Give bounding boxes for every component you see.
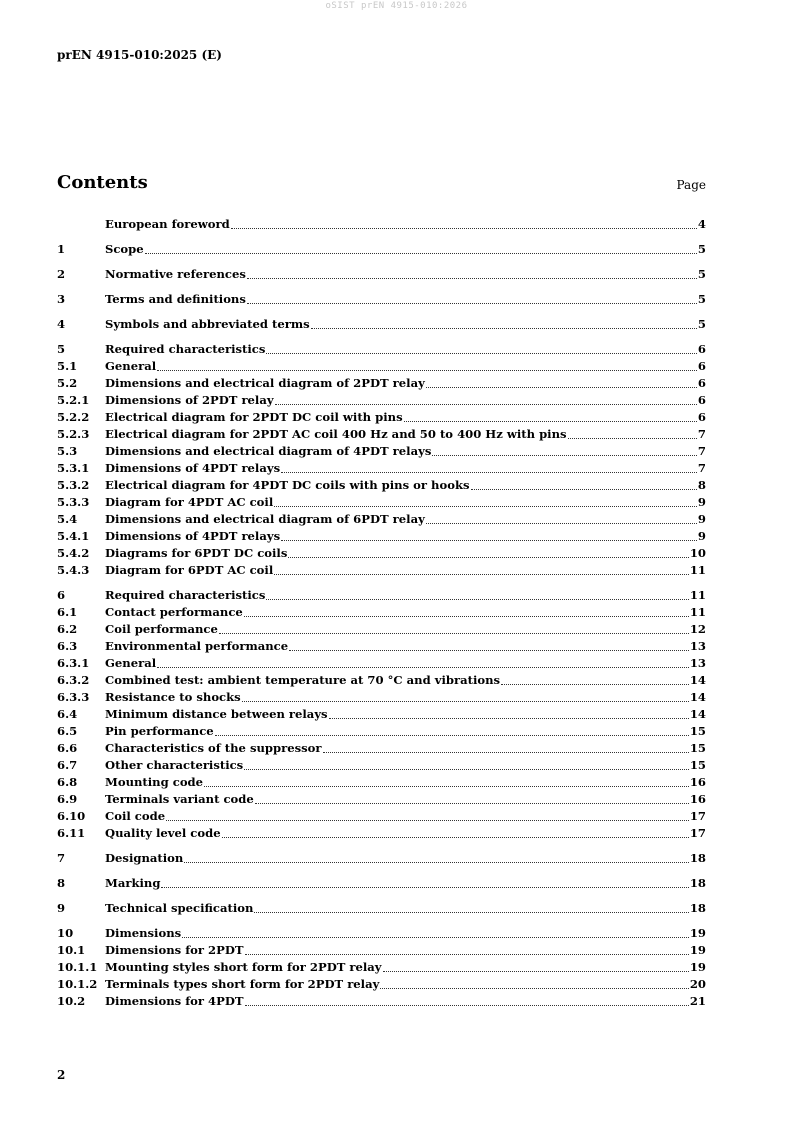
toc-entry-page: 21: [689, 994, 706, 1008]
toc-entry-title: Normative references: [105, 267, 246, 281]
toc-entry[interactable]: [57, 494, 706, 511]
toc-entry[interactable]: [57, 316, 706, 333]
toc-leader-dots: [157, 358, 697, 371]
toc-entry-number: 5.4.1: [57, 529, 90, 543]
toc-entry-title: Dimensions and electrical diagram of 4PDT relays: [105, 444, 432, 458]
toc-entry-title: Quality level code: [105, 826, 221, 840]
toc-entry-number: 5.3.3: [57, 495, 90, 509]
toc-entry-page: 5: [697, 317, 706, 331]
toc-entry-number: 5.3.1: [57, 461, 90, 475]
toc-entry-number: 5.4.3: [57, 563, 90, 577]
toc-entry-number: 6.3.1: [57, 656, 90, 670]
toc-leader-dots: [281, 528, 697, 541]
toc-leader-dots: [426, 375, 697, 388]
toc-entry-title: Minimum distance between relays: [105, 707, 328, 721]
toc-entry-number: 5.2: [57, 376, 78, 390]
toc-entry-page: 19: [689, 943, 706, 957]
toc-entry-title: Dimensions for 4PDT: [105, 994, 244, 1008]
toc-entry-number: 6.3.3: [57, 690, 90, 704]
toc-entry-title: Technical specification: [105, 901, 254, 915]
toc-entry[interactable]: [57, 993, 706, 1010]
toc-entry-page: 11: [689, 563, 706, 577]
toc-entry[interactable]: [57, 655, 706, 672]
toc-entry-page: 7: [697, 427, 706, 441]
watermark: oSIST prEN 4915-010:2026: [325, 1, 468, 11]
toc-entry-number: 8: [57, 876, 66, 890]
toc-leader-dots: [289, 638, 689, 651]
toc-entry-number: 5.2.1: [57, 393, 90, 407]
toc-entry-title: Designation: [105, 851, 184, 865]
toc-entry[interactable]: [57, 216, 706, 233]
toc-entry-number: 6.9: [57, 792, 78, 806]
toc-entry-title: Diagram for 4PDT AC coil: [105, 495, 274, 509]
contents-heading: Contents: [57, 172, 148, 193]
toc-leader-dots: [244, 757, 689, 770]
toc-entry-page: 5: [697, 267, 706, 281]
toc-entry-page: 6: [697, 359, 706, 373]
toc-entry-page: 14: [689, 690, 706, 704]
toc-entry-title: Dimensions of 4PDT relays: [105, 461, 281, 475]
toc-entry-number: 6.2: [57, 622, 78, 636]
toc-entry-number: 3: [57, 292, 66, 306]
toc-entry-page: 11: [689, 605, 706, 619]
toc-entry-title: Scope: [105, 242, 144, 256]
toc-entry-title: Contact performance: [105, 605, 243, 619]
toc-entry[interactable]: [57, 511, 706, 528]
toc-entry-page: 7: [697, 461, 706, 475]
toc-entry-page: 16: [689, 792, 706, 806]
toc-leader-dots: [568, 426, 697, 439]
toc-entry-number: 1: [57, 242, 66, 256]
toc-leader-dots: [255, 791, 689, 804]
toc-entry-number: 10: [57, 926, 74, 940]
toc-entry-title: Electrical diagram for 2PDT AC coil 400 Hz and 50 to 400 Hz with pins: [105, 427, 567, 441]
toc-entry-number: 7: [57, 851, 66, 865]
toc-entry-number: 2: [57, 267, 66, 281]
toc-entry-page: 6: [697, 376, 706, 390]
toc-entry-page: 20: [689, 977, 706, 991]
toc-entry-title: General: [105, 656, 157, 670]
toc-leader-dots: [426, 511, 697, 524]
toc-entry-title: Required characteristics: [105, 342, 266, 356]
toc-entry-title: Dimensions and electrical diagram of 2PDT relay: [105, 376, 425, 390]
toc-entry-number: 10.1.1: [57, 960, 98, 974]
toc-entry-title: Marking: [105, 876, 161, 890]
toc-entry-page: 15: [689, 741, 706, 755]
toc-entry-number: 6.5: [57, 724, 78, 738]
toc-leader-dots: [311, 316, 697, 329]
toc-entry-page: 6: [697, 342, 706, 356]
toc-entry-title: Terms and definitions: [105, 292, 246, 306]
toc-entry[interactable]: [57, 426, 706, 443]
toc-entry-number: 10.1: [57, 943, 86, 957]
toc-entry-title: Electrical diagram for 4PDT DC coils with pins or hooks: [105, 478, 470, 492]
toc-entry[interactable]: [57, 808, 706, 825]
toc-leader-dots: [471, 477, 697, 490]
toc-leader-dots: [275, 392, 697, 405]
toc-entry-title: Required characteristics: [105, 588, 266, 602]
toc-entry-number: 6.8: [57, 775, 78, 789]
toc-leader-dots: [274, 562, 689, 575]
toc-entry-title: Mounting code: [105, 775, 204, 789]
toc-leader-dots: [329, 706, 689, 719]
document-id: prEN 4915-010:2025 (E): [57, 48, 222, 62]
toc-entry-page: 16: [689, 775, 706, 789]
toc-entry[interactable]: [57, 723, 706, 740]
toc-entry[interactable]: [57, 443, 706, 460]
toc-entry-number: 6.6: [57, 741, 78, 755]
toc-entry-number: 6.1: [57, 605, 78, 619]
toc-entry-page: 8: [697, 478, 706, 492]
toc-entry[interactable]: [57, 341, 706, 358]
toc-entry-number: 6.4: [57, 707, 78, 721]
toc-entry-number: 5.1: [57, 359, 78, 373]
page-column-label: Page: [676, 178, 706, 192]
toc-entry-title: Mounting styles short form for 2PDT relay: [105, 960, 382, 974]
toc-entry-number: 6.3: [57, 639, 78, 653]
toc-entry-title: Diagrams for 6PDT DC coils: [105, 546, 288, 560]
toc-entry[interactable]: [57, 545, 706, 562]
toc-entry-number: 10.2: [57, 994, 86, 1008]
toc-entry-page: 9: [697, 495, 706, 509]
toc-leader-dots: [245, 993, 689, 1006]
toc-entry[interactable]: [57, 638, 706, 655]
toc-entry[interactable]: [57, 587, 706, 604]
toc-leader-dots: [281, 460, 697, 473]
toc-entry-page: 5: [697, 242, 706, 256]
toc-entry-page: 4: [697, 217, 706, 231]
toc-entry[interactable]: [57, 900, 706, 917]
toc-leader-dots: [404, 409, 697, 422]
toc-leader-dots: [204, 774, 689, 787]
toc-entry-number: 6.10: [57, 809, 86, 823]
toc-entry-page: 13: [689, 639, 706, 653]
toc-entry-page: 18: [689, 851, 706, 865]
toc-entry-page: 6: [697, 410, 706, 424]
toc-entry-page: 5: [697, 292, 706, 306]
toc-entry[interactable]: [57, 942, 706, 959]
toc-leader-dots: [242, 689, 689, 702]
toc-entry[interactable]: [57, 604, 706, 621]
toc-leader-dots: [219, 621, 689, 634]
toc-entry[interactable]: [57, 740, 706, 757]
toc-entry-title: Resistance to shocks: [105, 690, 241, 704]
toc-leader-dots: [244, 604, 689, 617]
toc-leader-dots: [231, 216, 697, 229]
toc-entry-page: 13: [689, 656, 706, 670]
toc-entry-number: 10.1.2: [57, 977, 98, 991]
toc-leader-dots: [215, 723, 689, 736]
toc-leader-dots: [323, 740, 689, 753]
toc-entry[interactable]: [57, 392, 706, 409]
toc-leader-dots: [254, 900, 688, 913]
toc-entry-number: 5.2.2: [57, 410, 90, 424]
toc-entry-title: Terminals types short form for 2PDT relay: [105, 977, 380, 991]
toc-entry-title: Dimensions and electrical diagram of 6PDT relay: [105, 512, 425, 526]
toc-entry-page: 10: [689, 546, 706, 560]
toc-entry-page: 14: [689, 673, 706, 687]
toc-entry-title: Dimensions of 2PDT relay: [105, 393, 274, 407]
toc-entry-number: 9: [57, 901, 66, 915]
toc-entry[interactable]: [57, 528, 706, 545]
toc-entry-title: Coil code: [105, 809, 166, 823]
toc-entry-title: Dimensions of 4PDT relays: [105, 529, 281, 543]
toc-entry[interactable]: [57, 672, 706, 689]
toc-entry-page: 15: [689, 724, 706, 738]
toc-entry[interactable]: [57, 375, 706, 392]
toc-entry-page: 17: [689, 809, 706, 823]
toc-leader-dots: [432, 443, 697, 456]
toc-leader-dots: [157, 655, 689, 668]
toc-entry-page: 19: [689, 960, 706, 974]
toc-entry-page: 12: [689, 622, 706, 636]
toc-entry[interactable]: [57, 774, 706, 791]
toc-entry-page: 6: [697, 393, 706, 407]
toc-entry[interactable]: [57, 976, 706, 993]
toc-entry-title: Symbols and abbreviated terms: [105, 317, 310, 331]
toc-entry-number: 6.7: [57, 758, 78, 772]
toc-entry-page: 7: [697, 444, 706, 458]
toc-leader-dots: [145, 241, 697, 254]
toc-leader-dots: [383, 959, 689, 972]
toc-leader-dots: [266, 587, 688, 600]
toc-leader-dots: [501, 672, 689, 685]
toc-entry[interactable]: [57, 825, 706, 842]
toc-leader-dots: [245, 942, 689, 955]
toc-entry[interactable]: [57, 477, 706, 494]
toc-entry-number: 6: [57, 588, 66, 602]
toc-leader-dots: [247, 291, 697, 304]
toc-entry-number: 5.4: [57, 512, 78, 526]
toc-entry-title: Combined test: ambient temperature at 70 °C and vibrations: [105, 673, 501, 687]
toc-leader-dots: [380, 976, 689, 989]
toc-leader-dots: [184, 850, 689, 863]
toc-entry-page: 9: [697, 529, 706, 543]
toc-entry[interactable]: [57, 850, 706, 867]
toc-entry-title: Electrical diagram for 2PDT DC coil with pins: [105, 410, 403, 424]
toc-entry-title: European foreword: [105, 217, 230, 231]
toc-entry-title: Other characteristics: [105, 758, 244, 772]
toc-entry-page: 18: [689, 901, 706, 915]
table-of-contents: [57, 216, 706, 1010]
toc-entry[interactable]: [57, 358, 706, 375]
toc-entry[interactable]: [57, 875, 706, 892]
toc-entry[interactable]: [57, 460, 706, 477]
toc-leader-dots: [288, 545, 689, 558]
toc-leader-dots: [222, 825, 689, 838]
toc-entry-number: 5.2.3: [57, 427, 90, 441]
toc-entry-title: Diagram for 6PDT AC coil: [105, 563, 274, 577]
toc-entry[interactable]: [57, 757, 706, 774]
toc-entry-title: Coil performance: [105, 622, 218, 636]
toc-leader-dots: [161, 875, 688, 888]
toc-entry-number: 4: [57, 317, 66, 331]
toc-entry-number: 6.11: [57, 826, 86, 840]
toc-entry-number: 5: [57, 342, 66, 356]
toc-entry-number: 6.3.2: [57, 673, 90, 687]
toc-entry-title: Environmental performance: [105, 639, 289, 653]
toc-entry-page: 15: [689, 758, 706, 772]
toc-leader-dots: [266, 341, 697, 354]
toc-entry[interactable]: [57, 409, 706, 426]
toc-entry-title: General: [105, 359, 157, 373]
toc-entry-number: 5.4.2: [57, 546, 90, 560]
page-number: 2: [57, 1068, 66, 1082]
toc-entry-title: Dimensions: [105, 926, 182, 940]
toc-leader-dots: [182, 925, 689, 938]
toc-entry[interactable]: [57, 241, 706, 258]
toc-entry[interactable]: [57, 621, 706, 638]
toc-entry-page: 18: [689, 876, 706, 890]
toc-entry-number: 5.3: [57, 444, 78, 458]
toc-entry-number: 5.3.2: [57, 478, 90, 492]
toc-leader-dots: [274, 494, 697, 507]
toc-entry[interactable]: [57, 959, 706, 976]
toc-entry-page: 17: [689, 826, 706, 840]
toc-entry-page: 14: [689, 707, 706, 721]
toc-entry-page: 9: [697, 512, 706, 526]
toc-entry-page: 11: [689, 588, 706, 602]
toc-entry[interactable]: [57, 562, 706, 579]
toc-entry-title: Pin performance: [105, 724, 214, 738]
toc-entry[interactable]: [57, 791, 706, 808]
toc-entry-page: 19: [689, 926, 706, 940]
toc-entry[interactable]: [57, 291, 706, 308]
toc-entry-title: Terminals variant code: [105, 792, 254, 806]
toc-entry[interactable]: [57, 925, 706, 942]
toc-leader-dots: [247, 266, 697, 279]
toc-entry[interactable]: [57, 706, 706, 723]
toc-entry[interactable]: [57, 266, 706, 283]
toc-entry-title: Characteristics of the suppressor: [105, 741, 322, 755]
toc-entry-title: Dimensions for 2PDT: [105, 943, 244, 957]
toc-entry[interactable]: [57, 689, 706, 706]
toc-leader-dots: [166, 808, 689, 821]
